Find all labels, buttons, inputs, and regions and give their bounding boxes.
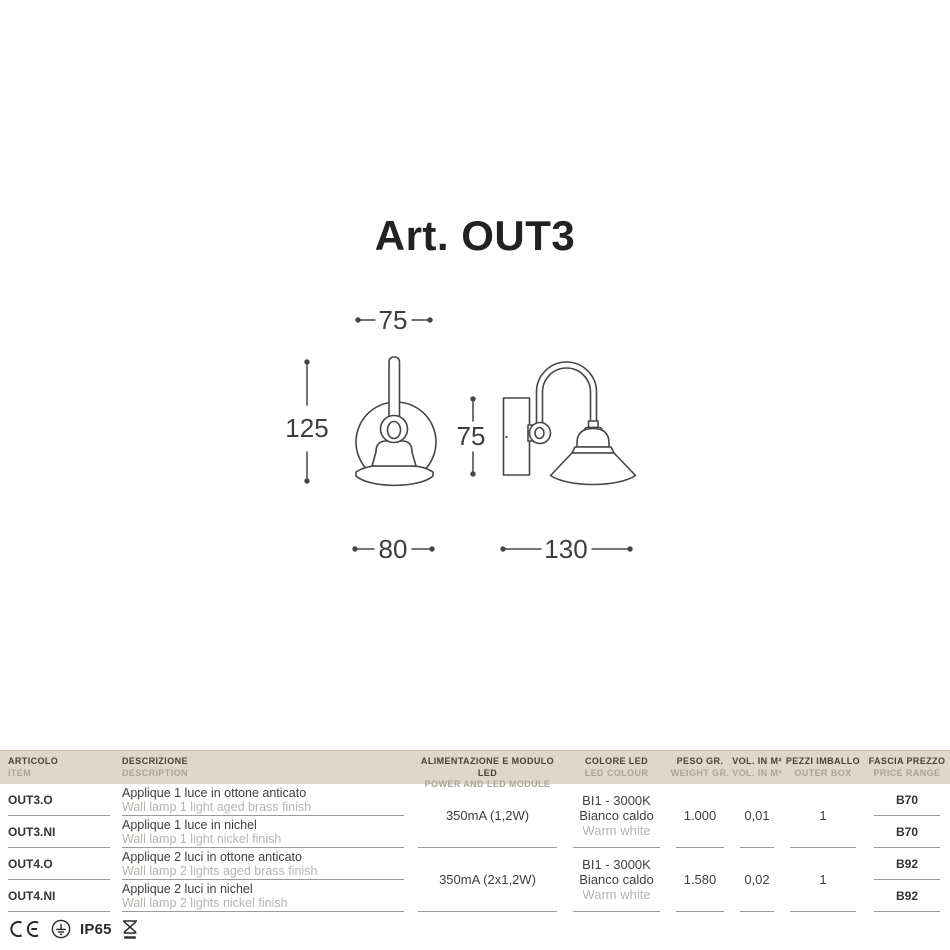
power-led-module: 350mA (1,2W) — [418, 784, 557, 848]
side-view-lamp-drawing — [504, 362, 636, 484]
spec-table — [0, 750, 950, 912]
ip-rating-label: IP65 — [80, 920, 112, 938]
description-it: Applique 1 luce in ottone anticato — [122, 785, 307, 800]
item-description — [122, 816, 404, 848]
weee-crossed-bin-icon — [121, 917, 139, 941]
col-header-fascia-en: PRICE RANGE — [873, 767, 941, 778]
led-colour — [573, 848, 660, 912]
volume: 0,01 — [740, 784, 774, 848]
description-en: Wall lamp 1 light nickel finish — [122, 832, 282, 846]
col-header-fascia-it: FASCIA PREZZO — [868, 756, 946, 766]
col-header-alimentazione-en: POWER AND LED MODULE — [424, 779, 551, 789]
price-range: B92 — [874, 848, 940, 880]
col-header-peso-en: WEIGHT GR. — [670, 767, 730, 778]
item-code: OUT3.NI — [8, 816, 110, 848]
item-code: OUT4.NI — [8, 880, 110, 912]
earth-ground-icon — [51, 919, 71, 939]
led-colour-en: Warm white — [582, 823, 651, 838]
dim-label-top-width: 75 — [378, 305, 408, 335]
description-it: Applique 1 luce in nichel — [122, 817, 257, 832]
led-code: BI1 - 3000K — [582, 793, 651, 808]
led-colour-en: Warm white — [582, 887, 651, 902]
dim-label-depth: 130 — [544, 534, 588, 564]
col-header-alimentazione-it: ALIMENTAZIONE E MODULO LED — [420, 756, 555, 778]
weight: 1.000 — [676, 784, 724, 848]
plate-screw-side — [505, 436, 507, 438]
dim-label-plate-height: 75 — [456, 421, 486, 451]
dim-label-bottom-width: 80 — [378, 534, 408, 564]
knuckle-side — [530, 423, 551, 444]
outer-box: 1 — [790, 848, 856, 912]
col-header-articolo-it: ARTICOLO — [8, 756, 59, 766]
description-it: Applique 2 luci in nichel — [122, 881, 253, 896]
col-header-articolo-en: ITEM — [8, 767, 32, 778]
spec-table-header — [0, 750, 950, 789]
price-range: B70 — [874, 784, 940, 816]
item-code: OUT4.O — [8, 848, 110, 880]
col-header-descrizione-it: DESCRIZIONE — [122, 756, 188, 766]
description-en: Wall lamp 2 lights aged brass finish — [122, 864, 318, 878]
col-header-pezzi-en: OUTER BOX — [794, 767, 852, 778]
shade-dome-side — [577, 429, 609, 448]
col-header-colore-en: LED COLOUR — [584, 767, 649, 778]
shade-dish-side — [551, 453, 636, 485]
col-header-volume-en: VOL. IN M³ — [732, 767, 782, 778]
shade-body-front — [372, 441, 416, 466]
ce-mark-icon — [8, 919, 42, 939]
description-en: Wall lamp 2 lights nickel finish — [122, 896, 288, 910]
item-description — [122, 880, 404, 912]
led-colour — [573, 784, 660, 848]
col-header-volume-it: VOL. IN M³ — [732, 756, 782, 766]
outer-box: 1 — [790, 784, 856, 848]
col-header-peso-it: PESO GR. — [676, 756, 724, 766]
item-description — [122, 848, 404, 880]
price-range: B92 — [874, 880, 940, 912]
dim-label-height: 125 — [285, 413, 329, 443]
shade-band-side — [572, 447, 614, 453]
curved-arm-side — [537, 362, 597, 426]
socket-collar-side — [589, 421, 599, 428]
front-view-lamp-drawing — [356, 357, 436, 485]
page-title: Art. OUT3 — [374, 212, 576, 259]
power-led-module: 350mA (2x1,2W) — [418, 848, 557, 912]
volume: 0,02 — [740, 848, 774, 912]
led-colour-it: Bianco caldo — [579, 808, 654, 823]
certification-icons — [8, 916, 139, 942]
description-it: Applique 2 luci in ottone anticato — [122, 849, 302, 864]
col-header-descrizione-en: DESCRIPTION — [122, 767, 188, 778]
description-en: Wall lamp 1 light aged brass finish — [122, 800, 312, 814]
item-code: OUT3.O — [8, 784, 110, 816]
weight: 1.580 — [676, 848, 724, 912]
shade-dish-front — [356, 466, 433, 485]
col-header-colore-it: COLORE LED — [584, 756, 648, 766]
col-header-pezzi-it: PEZZI IMBALLO — [785, 756, 861, 766]
price-range: B70 — [874, 816, 940, 848]
led-colour-it: Bianco caldo — [579, 872, 654, 887]
item-description — [122, 784, 404, 816]
led-code: BI1 - 3000K — [582, 857, 651, 872]
spec-table-body — [0, 784, 950, 912]
